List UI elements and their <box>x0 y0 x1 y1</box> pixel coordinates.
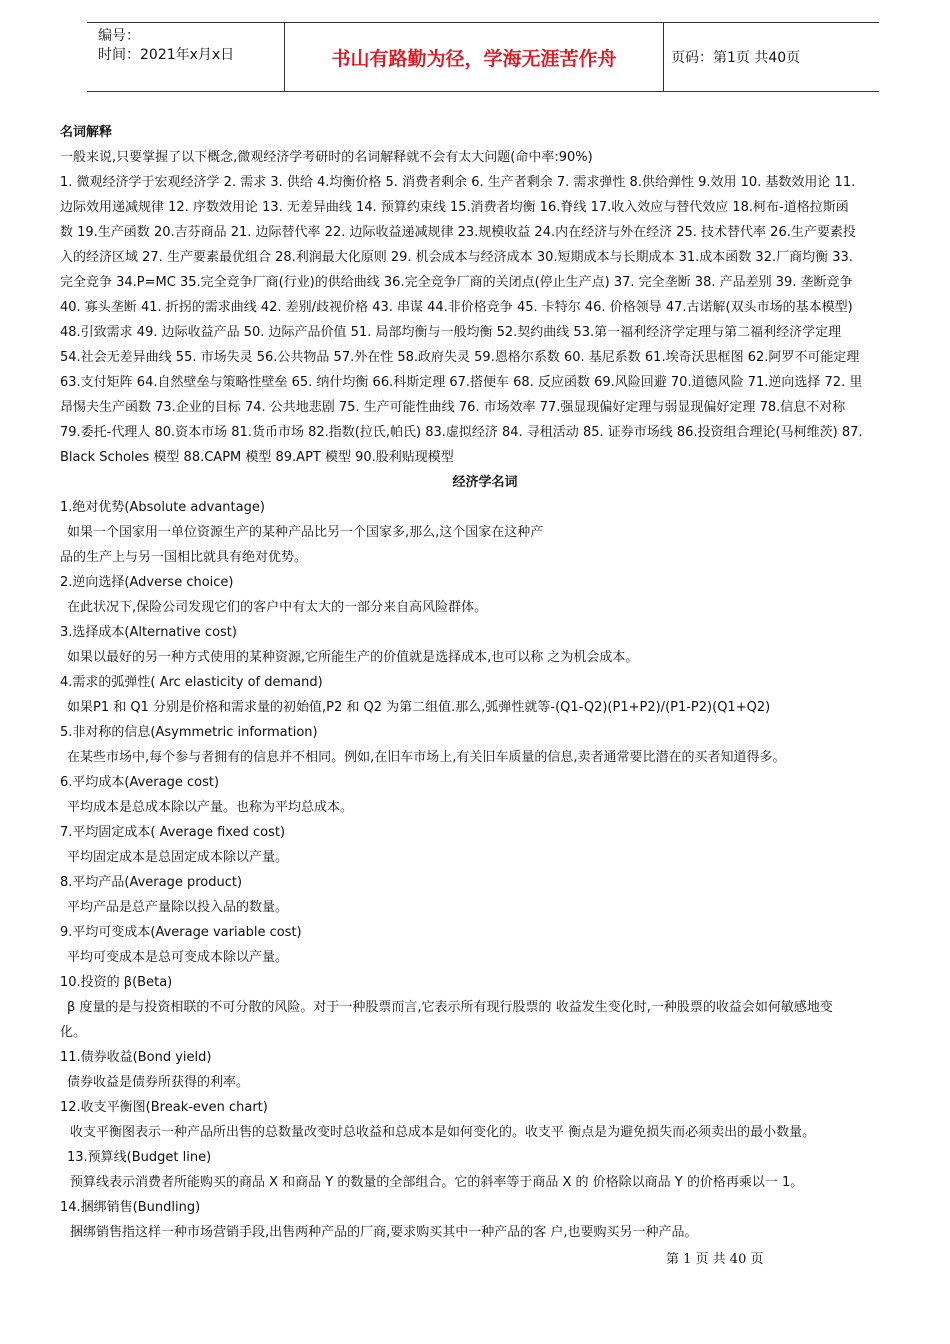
term-list-line: 数 19.生产函数 20.吉芬商品 21. 边际替代率 22. 边际收益递减规律 23.规模收益 24.内在经济与外在经济 25. 技术替代率 26.生产要素投 <box>60 225 856 240</box>
header-meta-cell <box>87 23 284 91</box>
term-title: 12.收支平衡图(Break-even chart) <box>60 1100 268 1115</box>
page-footer: 第 1 页 共 40 页 <box>666 1252 764 1267</box>
term-desc: 如果以最好的另一种方式使用的某种资源,它所能生产的价值就是选择成本,也可以称 之为机会成本。 <box>67 650 639 665</box>
time-label: 时间：2021年x月x日 <box>98 47 235 63</box>
term-list-line: 1. 微观经济学于宏观经济学 2. 需求 3. 供给 4.均衡价格 5. 消费者剩余 6. 生产者剩余 7. 需求弹性 8.供给弹性 9.效用 10. 基数效用论 11. <box>60 175 856 190</box>
term-list-line: 54.社会无差异曲线 55. 市场失灵 56.公共物品 57.外在性 58.政府失灵 59.恩格尔系数 60. 基尼系数 61.埃奇沃思框图 62.阿罗不可能定理 <box>60 350 860 365</box>
section-title: 名词解释 <box>60 125 113 140</box>
term-desc: 如果一个国家用一单位资源生产的某种产品比另一个国家多,那么,这个国家在这种产 <box>67 525 544 540</box>
term-title: 6.平均成本(Average cost) <box>60 775 220 790</box>
term-desc: β 度量的是与投资相联的不可分散的风险。对于一种股票而言,它表示所有现行股票的 收益发生变化时,一种股票的收益会如何敏感地变 <box>67 1000 833 1015</box>
term-title: 9.平均可变成本(Average variable cost) <box>60 925 302 940</box>
term-desc: 捆绑销售指这样一种市场营销手段,出售两种产品的厂商,要求购买其中一种产品的客 户,也要购买另一种产品。 <box>70 1225 698 1240</box>
term-list-line: 40. 寡头垄断 41. 折拐的需求曲线 42. 差别/歧视价格 43. 串谋 44.非价格竞争 45. 卡特尔 46. 价格领导 47.古诺解(双头市场的基本模型) <box>60 300 853 315</box>
term-desc: 平均可变成本是总可变成本除以产量。 <box>67 950 289 965</box>
term-list-line: 79.委托-代理人 80.资本市场 81.货币市场 82.指数(拉氏,帕氏) 83.虚拟经济 84. 寻租活动 85. 证券市场线 86.投资组合理论(马柯维茨) 87. <box>60 425 863 440</box>
term-desc: 化。 <box>60 1025 87 1040</box>
page-header <box>87 22 879 92</box>
term-list-line: 入的经济区域 27. 生产要素最优组合 28.利润最大化原则 29. 机会成本与经济成本 30.短期成本与长期成本 31.成本函数 32.厂商均衡 33. <box>60 250 853 265</box>
term-title: 5.非对称的信息(Asymmetric information) <box>60 725 318 740</box>
term-title: 3.选择成本(Alternative cost) <box>60 625 237 640</box>
term-list-line: 48.引致需求 49. 边际收益产品 50. 边际产品价值 51. 局部均衡与一般均衡 52.契约曲线 53.第一福利经济学定理与第二福利经济学定理 <box>60 325 842 340</box>
term-desc: 在此状况下,保险公司发现它们的客户中有太大的一部分来自高风险群体。 <box>67 600 488 615</box>
term-title: 8.平均产品(Average product) <box>60 875 243 890</box>
term-desc: 在某些市场中,每个参与者拥有的信息并不相同。例如,在旧车市场上,有关旧车质量的信息,卖者通常要比潜在的买者知道得多。 <box>67 750 786 765</box>
term-desc: 品的生产上与另一国相比就具有绝对优势。 <box>60 550 308 565</box>
header-page-cell <box>663 23 879 91</box>
term-list-line: 63.支付矩阵 64.自然壁垒与策略性壁垒 65. 纳什均衡 66.科斯定理 67.搭便车 68. 反应函数 69.风险回避 70.道德风险 71.逆向选择 72. 里 <box>60 375 863 390</box>
serial-label: 编号： <box>98 28 140 44</box>
term-desc: 平均固定成本是总固定成本除以产量。 <box>67 850 289 865</box>
term-list-line: 完全竞争 34.P=MC 35.完全竞争厂商(行业)的供给曲线 36.完全竞争厂商的关闭点(停止生产点) 37. 完全垄断 38. 产品差别 39. 垄断竞争 <box>60 275 853 290</box>
document-body <box>60 120 910 1245</box>
header-motto-cell <box>284 23 664 91</box>
term-title: 14.捆绑销售(Bundling) <box>60 1200 201 1215</box>
term-list-line: 边际效用递减规律 12. 序数效用论 13. 无差异曲线 14. 预算约束线 15.消费者均衡 16.脊线 17.收入效应与替代效应 18.柯布-道格拉斯函 <box>60 200 849 215</box>
motto: 书山有路勤为径，学海无涯苦作舟 <box>331 48 617 70</box>
page-info: 页码：第1页 共40页 <box>671 50 801 66</box>
term-list-line: 昂惕夫生产函数 73.企业的目标 74. 公共地悲剧 75. 生产可能性曲线 76. 市场效率 77.强显现偏好定理与弱显现偏好定理 78.信息不对称 <box>60 400 846 415</box>
term-desc: 平均产品是总产量除以投入品的数量。 <box>67 900 289 915</box>
term-title: 11.债券收益(Bond yield) <box>60 1050 212 1065</box>
term-title: 4.需求的弧弹性( Arc elasticity of demand) <box>60 675 323 690</box>
terms-title: 经济学名词 <box>452 475 518 490</box>
term-list <box>60 170 910 470</box>
term-desc: 债券收益是债券所获得的利率。 <box>67 1075 250 1090</box>
term-title: 7.平均固定成本( Average fixed cost) <box>60 825 286 840</box>
intro-text: 一般来说,只要掌握了以下概念,微观经济学考研时的名词解释就不会有太大问题(命中率:90%) <box>60 150 593 165</box>
term-list-line: Black Scholes 模型 88.CAPM 模型 89.APT 模型 90.股利贴现模型 <box>60 450 454 465</box>
term-desc: 平均成本是总成本除以产量。也称为平均总成本。 <box>67 800 354 815</box>
term-title: 1.绝对优势(Absolute advantage) <box>60 500 265 515</box>
term-desc: 如果P1 和 Q1 分别是价格和需求量的初始值,P2 和 Q2 为第二组值.那么,弧弹性就等-(Q1-Q2)(P1+P2)/(P1-P2)(Q1+Q2) <box>67 700 771 715</box>
term-desc: 预算线表示消费者所能购买的商品 X 和商品 Y 的数量的全部组合。它的斜率等于商品 X 的 价格除以商品 Y 的价格再乘以一 1。 <box>70 1175 804 1190</box>
term-desc: 收支平衡图表示一种产品所出售的总数量改变时总收益和总成本是如何变化的。收支平 衡点是为避免损失而必须卖出的最小数量。 <box>70 1125 816 1140</box>
term-title: 13.预算线(Budget line) <box>67 1150 212 1165</box>
term-title: 10.投资的 β(Beta) <box>60 975 173 990</box>
term-title: 2.逆向选择(Adverse choice) <box>60 575 234 590</box>
